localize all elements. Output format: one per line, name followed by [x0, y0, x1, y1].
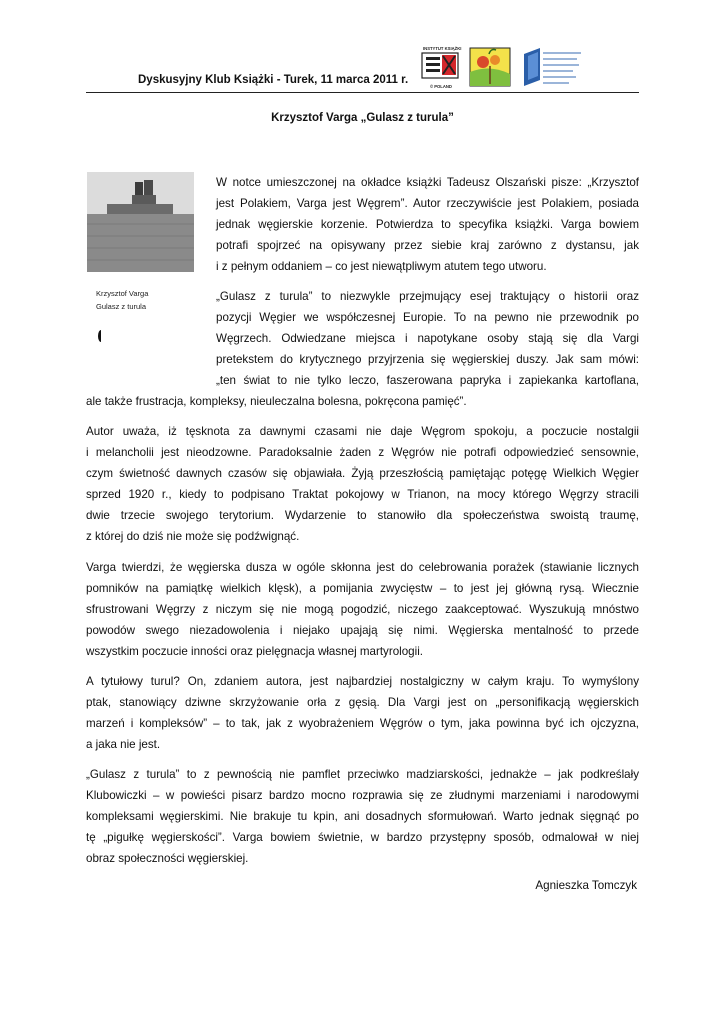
library-logo	[470, 48, 510, 86]
text-line: W notce umieszczonej na okładce książki Tadeusz Olszański pisze: „Krzysztof	[216, 176, 639, 189]
text-line: „ten świat to nie tylko leczo, faszerowana papryka i zapiekanka kartoflana,	[216, 374, 639, 387]
text-line: sfrustrowani Węgrzy z niczym się nie mogą pogodzić, niczego zaakceptować. Wyszukują mnóstwo	[86, 603, 639, 616]
text-line: pozycji Węgier we współczesnej Europie. To na pewno nie przewodnik po	[216, 311, 639, 324]
text-line: sprzed 1920 r., kiedy to podpisano Traktat pokojowy w Trianon, na mocy którego Węgrzy stracili	[86, 488, 639, 501]
text-line: pomników na pamiątkę wielkich klęsk), a pomijania zwycięstw – to jest jej główną rysą. Wiecznie	[86, 582, 639, 595]
text-line: kompleksami węgierskimi. Nie brakuje tu kpin, ani dosadnych sformułowań. Warto jednak sięgnąć po	[86, 810, 639, 823]
text-line: tę „pigułkę węgierskości”. Varga bowiem świetnie, w bardzo przystępny sposób, odmalował w niej	[86, 831, 639, 844]
header-title: Dyskusyjny Klub Książki - Turek, 11 marca 2011 r.	[138, 74, 409, 86]
text-line: i melancholii jest nieodzowne. Paradoksalnie żaden z Węgrów nie potrafi odpowiedzieć sensownie,	[86, 446, 639, 459]
text-line: dwie trzecie swojego terytorium. Wydarzenie to stanowiło dla społeczeństwa swoistą traumę,	[86, 509, 639, 522]
book-cover	[87, 172, 194, 350]
text-line: pretekstem do krytycznego przyjrzenia się węgierskiej duszy. Jak sam mówi:	[216, 353, 639, 366]
logo-caption-bottom: © POLAND	[430, 84, 452, 89]
text-line: jednak węgierskie korzenie. Potwierdza to specyfika książki. Varga bowiem	[216, 218, 639, 231]
logo-caption-top: INSTYTUT KSIĄŻKI	[423, 46, 462, 51]
text-line: Węgrzech. Odwiedzane miejsca i napotykane osoby stają się dla Vargi	[216, 332, 639, 345]
text-line: powodów swego niezadowolenia i niejako upajają się nimi. Węgierska mentalność to przede	[86, 624, 639, 637]
text-line: marzeń i kompleksów” – to tak, jak z wyobrażeniem Węgrów o tym, jaka powinna być ich ojczyzna,	[86, 717, 639, 730]
partner-logos	[420, 44, 585, 92]
instytut-ksiazki-logo	[422, 46, 461, 89]
text-line: Klubowiczki – w powieści pisarz bardzo mocno rozprawia się ze złudnymi marzeniami i narodowymi	[86, 789, 639, 802]
text-line: A tytułowy turul? On, zdaniem autora, jest najbardziej nostalgiczny w całym kraju. To wymyślony	[86, 675, 639, 688]
text-line: potrafi spojrzeć na opisywany przez siebie kraj zarówno z dystansu, jak	[216, 239, 639, 252]
text-line: „Gulasz z turula” to niezwykle przejmujący esej traktujący o historii oraz	[216, 290, 639, 303]
header-divider	[86, 92, 639, 93]
text-line: ale także frustracja, kompleksy, nieuleczalna bolesna, pokręcona pamięć”.	[86, 395, 467, 408]
cover-author: Krzysztof Varga	[96, 289, 149, 298]
text-line: z której do dziś nie może się podźwignąć.	[86, 530, 300, 543]
text-line: obraz społeczności węgierskiej.	[86, 852, 249, 865]
text-line: Varga twierdzi, że węgierska dusza w ogóle skłonna jest do celebrowania porażek (stawianie licznych	[86, 561, 639, 574]
text-line: a jaka nie jest.	[86, 738, 161, 751]
text-line: „Gulasz z turula” to z pewnością nie pamflet przeciwko madziarskości, jednakże – jak podkreślały	[86, 768, 639, 781]
text-line: wszystkim poczucie inności oraz pielęgnacja własnej martyrologii.	[86, 645, 423, 658]
cover-title: Gulasz z turula	[96, 302, 147, 311]
text-line: jest Polakiem, Varga jest Węgrem”. Autor rzeczywiście jest Polakiem, posiada	[216, 197, 639, 210]
book-logo	[524, 48, 581, 86]
text-line: Autor uważa, iż tęsknota za dawnymi czasami nie daje Węgrom spokoju, a poczucie nostalgii	[86, 425, 639, 438]
signature: Agnieszka Tomczyk	[535, 879, 637, 892]
text-line: czym świetność dawnych czasów się objawiała. Żyją przeszłością pamiętając potęgę Wielkich Węgier	[86, 467, 639, 480]
document-title: Krzysztof Varga „Gulasz z turula”	[271, 112, 454, 124]
text-line: i z pełnym oddaniem – co jest niewątpliwym atutem tego utworu.	[216, 260, 547, 273]
text-line: ptak, stanowiący dziwne skrzyżowanie orła z gęsią. Dla Vargi jest on „personifikacją węgierskich	[86, 696, 639, 709]
